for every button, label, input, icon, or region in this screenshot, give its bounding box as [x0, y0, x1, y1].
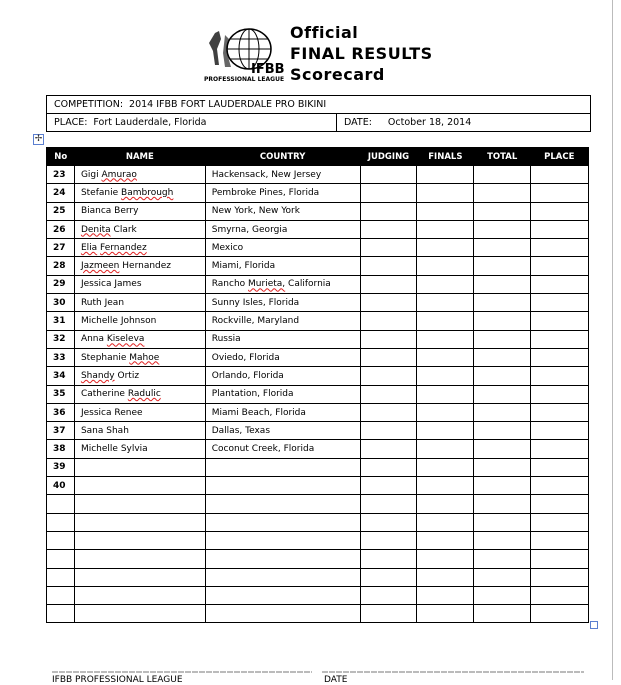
country-cell[interactable]: [205, 568, 360, 586]
judging-cell[interactable]: [360, 477, 417, 495]
place-cell[interactable]: [531, 330, 589, 348]
number-cell[interactable]: 29: [47, 275, 75, 293]
signature-line-date: [322, 671, 584, 673]
finals-cell[interactable]: [417, 385, 474, 403]
number-cell[interactable]: 24: [47, 184, 75, 202]
country-cell[interactable]: Orlando, Florida: [205, 367, 360, 385]
judging-cell[interactable]: [360, 330, 417, 348]
country-cell[interactable]: Dallas, Texas: [205, 422, 360, 440]
date-signature-label: DATE: [324, 675, 348, 685]
date-value: October 18, 2014: [387, 117, 472, 128]
country-cell[interactable]: Sunny Isles, Florida: [205, 294, 360, 312]
table-move-handle-icon[interactable]: ✢: [34, 134, 43, 144]
total-cell[interactable]: [474, 531, 531, 549]
table-row: [47, 458, 589, 476]
competition-field: [47, 96, 326, 113]
number-cell[interactable]: 23: [47, 166, 75, 184]
place-cell[interactable]: [531, 513, 589, 531]
judging-cell[interactable]: [360, 220, 417, 238]
table-row: [47, 513, 589, 531]
country-cell[interactable]: [205, 550, 360, 568]
place-cell[interactable]: [531, 367, 589, 385]
total-cell[interactable]: [474, 477, 531, 495]
finals-cell[interactable]: [417, 294, 474, 312]
place-cell[interactable]: [531, 202, 589, 220]
judging-cell[interactable]: [360, 367, 417, 385]
total-cell[interactable]: [474, 403, 531, 421]
table-row: [47, 330, 589, 348]
total-cell[interactable]: [474, 312, 531, 330]
total-cell[interactable]: [474, 257, 531, 275]
table-row: [47, 367, 589, 385]
country-cell[interactable]: Russia: [205, 330, 360, 348]
judging-cell[interactable]: [360, 531, 417, 549]
total-cell[interactable]: [474, 568, 531, 586]
table-row: [47, 422, 589, 440]
judging-cell[interactable]: [360, 422, 417, 440]
name-cell[interactable]: [74, 531, 205, 549]
place-cell[interactable]: [531, 220, 589, 238]
name-cell[interactable]: [74, 477, 205, 495]
finals-cell[interactable]: [417, 184, 474, 202]
number-cell[interactable]: 32: [47, 330, 75, 348]
name-cell[interactable]: Shandy Ortiz: [74, 367, 205, 385]
country-cell[interactable]: Rancho Murieta, California: [205, 275, 360, 293]
table-row: [47, 239, 589, 257]
total-cell[interactable]: [474, 513, 531, 531]
total-cell[interactable]: [474, 458, 531, 476]
judging-cell[interactable]: [360, 513, 417, 531]
country-cell[interactable]: Plantation, Florida: [205, 385, 360, 403]
finals-cell[interactable]: [417, 348, 474, 366]
number-cell[interactable]: 38: [47, 440, 75, 458]
name-cell[interactable]: Denita Clark: [74, 220, 205, 238]
column-header: FINALS: [417, 148, 474, 166]
judging-cell[interactable]: [360, 586, 417, 604]
name-cell[interactable]: [74, 568, 205, 586]
place-value: Fort Lauderdale, Florida: [93, 117, 207, 128]
finals-cell[interactable]: [417, 312, 474, 330]
country-cell[interactable]: Hackensack, New Jersey: [205, 166, 360, 184]
place-cell[interactable]: [531, 422, 589, 440]
name-cell[interactable]: Bianca Berry: [74, 202, 205, 220]
number-cell[interactable]: 30: [47, 294, 75, 312]
title-line: Scorecard: [290, 65, 385, 84]
signature-line-league: [52, 671, 312, 673]
country-cell[interactable]: New York, New York: [205, 202, 360, 220]
league-signature-label: IFBB PROFESSIONAL LEAGUE: [52, 675, 183, 685]
table-row: [47, 184, 589, 202]
name-cell[interactable]: Michelle Johnson: [74, 312, 205, 330]
table-row: [47, 202, 589, 220]
finals-cell[interactable]: [417, 550, 474, 568]
number-cell[interactable]: 26: [47, 220, 75, 238]
total-cell[interactable]: [474, 385, 531, 403]
judging-cell[interactable]: [360, 275, 417, 293]
finals-cell[interactable]: [417, 330, 474, 348]
total-cell[interactable]: [474, 586, 531, 604]
name-cell[interactable]: [74, 513, 205, 531]
number-cell[interactable]: 36: [47, 403, 75, 421]
place-field: [47, 114, 337, 131]
total-cell[interactable]: [474, 220, 531, 238]
place-cell[interactable]: [531, 568, 589, 586]
table-row: [47, 477, 589, 495]
judging-cell[interactable]: [360, 166, 417, 184]
finals-cell[interactable]: [417, 605, 474, 623]
name-cell[interactable]: [74, 605, 205, 623]
table-row: [47, 550, 589, 568]
finals-cell[interactable]: [417, 166, 474, 184]
judging-cell[interactable]: [360, 257, 417, 275]
finals-cell[interactable]: [417, 586, 474, 604]
country-cell[interactable]: Oviedo, Florida: [205, 348, 360, 366]
number-cell[interactable]: 37: [47, 422, 75, 440]
number-cell[interactable]: 25: [47, 202, 75, 220]
judging-cell[interactable]: [360, 202, 417, 220]
finals-cell[interactable]: [417, 202, 474, 220]
table-row: [47, 605, 589, 623]
place-cell[interactable]: [531, 605, 589, 623]
name-cell[interactable]: Catherine Radulic: [74, 385, 205, 403]
total-cell[interactable]: [474, 367, 531, 385]
total-cell[interactable]: [474, 166, 531, 184]
judging-cell[interactable]: [360, 348, 417, 366]
finals-cell[interactable]: [417, 440, 474, 458]
number-cell[interactable]: [47, 586, 75, 604]
title-line: FINAL RESULTS: [290, 44, 433, 63]
finals-cell[interactable]: [417, 531, 474, 549]
competition-label: COMPETITION:: [54, 99, 124, 110]
table-row: [47, 531, 589, 549]
column-header: PLACE: [531, 148, 589, 166]
table-row: [47, 220, 589, 238]
table-row: [47, 385, 589, 403]
number-cell[interactable]: [47, 550, 75, 568]
finals-cell[interactable]: [417, 513, 474, 531]
place-cell[interactable]: [531, 166, 589, 184]
judging-cell[interactable]: [360, 239, 417, 257]
total-cell[interactable]: [474, 605, 531, 623]
country-cell[interactable]: [205, 605, 360, 623]
name-cell[interactable]: Stefanie Bambrough: [74, 184, 205, 202]
total-cell[interactable]: [474, 202, 531, 220]
column-header: TOTAL: [474, 148, 531, 166]
judging-cell[interactable]: [360, 294, 417, 312]
place-cell[interactable]: [531, 403, 589, 421]
number-cell[interactable]: 35: [47, 385, 75, 403]
table-row: [47, 568, 589, 586]
table-row: [47, 275, 589, 293]
place-cell[interactable]: [531, 531, 589, 549]
country-cell[interactable]: [205, 495, 360, 513]
number-cell[interactable]: 39: [47, 458, 75, 476]
total-cell[interactable]: [474, 275, 531, 293]
table-row: [47, 403, 589, 421]
place-cell[interactable]: [531, 440, 589, 458]
place-cell[interactable]: [531, 184, 589, 202]
judging-cell[interactable]: [360, 495, 417, 513]
competition-value: 2014 IFBB FORT LAUDERDALE PRO BIKINI: [129, 99, 327, 110]
table-row: [47, 294, 589, 312]
name-cell[interactable]: Gigi Amurao: [74, 166, 205, 184]
svg-text:PROFESSIONAL LEAGUE: PROFESSIONAL LEAGUE: [204, 76, 285, 83]
place-cell[interactable]: [531, 385, 589, 403]
table-row: [47, 166, 589, 184]
number-cell[interactable]: [47, 605, 75, 623]
judging-cell[interactable]: [360, 385, 417, 403]
country-cell[interactable]: [205, 586, 360, 604]
judging-cell[interactable]: [360, 605, 417, 623]
name-cell[interactable]: Ruth Jean: [74, 294, 205, 312]
name-cell[interactable]: [74, 586, 205, 604]
name-cell[interactable]: Anna Kiseleva: [74, 330, 205, 348]
country-cell[interactable]: Coconut Creek, Florida: [205, 440, 360, 458]
column-header: COUNTRY: [205, 148, 360, 166]
name-cell[interactable]: Elia Fernandez: [74, 239, 205, 257]
table-row: [47, 586, 589, 604]
number-cell[interactable]: 28: [47, 257, 75, 275]
country-cell[interactable]: Pembroke Pines, Florida: [205, 184, 360, 202]
svg-text:IFBB: IFBB: [251, 62, 285, 77]
name-cell[interactable]: [74, 458, 205, 476]
place-label: PLACE:: [54, 117, 88, 128]
results-table: [46, 147, 589, 623]
total-cell[interactable]: [474, 348, 531, 366]
column-header: No: [47, 148, 75, 166]
number-cell[interactable]: 33: [47, 348, 75, 366]
name-cell[interactable]: Jazmeen Hernandez: [74, 257, 205, 275]
place-cell[interactable]: [531, 239, 589, 257]
judging-cell[interactable]: [360, 312, 417, 330]
name-cell[interactable]: Michelle Sylvia: [74, 440, 205, 458]
number-cell[interactable]: [47, 495, 75, 513]
place-cell[interactable]: [531, 495, 589, 513]
judging-cell[interactable]: [360, 440, 417, 458]
total-cell[interactable]: [474, 440, 531, 458]
number-cell[interactable]: [47, 568, 75, 586]
number-cell[interactable]: 40: [47, 477, 75, 495]
number-cell[interactable]: 34: [47, 367, 75, 385]
place-cell[interactable]: [531, 275, 589, 293]
name-cell[interactable]: Stephanie Mahoe: [74, 348, 205, 366]
place-cell[interactable]: [531, 312, 589, 330]
total-cell[interactable]: [474, 422, 531, 440]
country-cell[interactable]: [205, 531, 360, 549]
ifbb-logo: [203, 25, 285, 83]
total-cell[interactable]: [474, 294, 531, 312]
name-cell[interactable]: [74, 495, 205, 513]
place-cell[interactable]: [531, 294, 589, 312]
total-cell[interactable]: [474, 184, 531, 202]
scorecard-title: [290, 22, 433, 85]
date-label: DATE:: [344, 117, 372, 128]
finals-cell[interactable]: [417, 239, 474, 257]
finals-cell[interactable]: [417, 568, 474, 586]
number-cell[interactable]: 27: [47, 239, 75, 257]
country-cell[interactable]: [205, 477, 360, 495]
table-resize-handle[interactable]: [590, 621, 598, 629]
name-cell[interactable]: Jessica Renee: [74, 403, 205, 421]
place-cell[interactable]: [531, 586, 589, 604]
country-cell[interactable]: Rockville, Maryland: [205, 312, 360, 330]
finals-cell[interactable]: [417, 477, 474, 495]
judging-cell[interactable]: [360, 458, 417, 476]
name-cell[interactable]: Sana Shah: [74, 422, 205, 440]
total-cell[interactable]: [474, 330, 531, 348]
country-cell[interactable]: Miami Beach, Florida: [205, 403, 360, 421]
country-cell[interactable]: Miami, Florida: [205, 257, 360, 275]
column-header: NAME: [74, 148, 205, 166]
judging-cell[interactable]: [360, 550, 417, 568]
judging-cell[interactable]: [360, 403, 417, 421]
title-line: Official: [290, 23, 359, 42]
place-cell[interactable]: [531, 477, 589, 495]
place-cell[interactable]: [531, 550, 589, 568]
table-row: [47, 312, 589, 330]
name-cell[interactable]: Jessica James: [74, 275, 205, 293]
finals-cell[interactable]: [417, 495, 474, 513]
judging-cell[interactable]: [360, 568, 417, 586]
table-row: [47, 348, 589, 366]
place-cell[interactable]: [531, 348, 589, 366]
column-header: JUDGING: [360, 148, 417, 166]
country-cell[interactable]: Mexico: [205, 239, 360, 257]
number-cell[interactable]: [47, 531, 75, 549]
competition-info: [46, 95, 591, 132]
name-cell[interactable]: [74, 550, 205, 568]
place-cell[interactable]: [531, 257, 589, 275]
place-cell[interactable]: [531, 458, 589, 476]
finals-cell[interactable]: [417, 403, 474, 421]
finals-cell[interactable]: [417, 422, 474, 440]
total-cell[interactable]: [474, 239, 531, 257]
finals-cell[interactable]: [417, 458, 474, 476]
finals-cell[interactable]: [417, 257, 474, 275]
total-cell[interactable]: [474, 550, 531, 568]
number-cell[interactable]: 31: [47, 312, 75, 330]
finals-cell[interactable]: [417, 367, 474, 385]
date-field: [337, 114, 471, 131]
table-row: [47, 495, 589, 513]
total-cell[interactable]: [474, 495, 531, 513]
table-row: [47, 440, 589, 458]
country-cell[interactable]: [205, 458, 360, 476]
finals-cell[interactable]: [417, 220, 474, 238]
table-row: [47, 257, 589, 275]
judging-cell[interactable]: [360, 184, 417, 202]
finals-cell[interactable]: [417, 275, 474, 293]
country-cell[interactable]: Smyrna, Georgia: [205, 220, 360, 238]
country-cell[interactable]: [205, 513, 360, 531]
number-cell[interactable]: [47, 513, 75, 531]
